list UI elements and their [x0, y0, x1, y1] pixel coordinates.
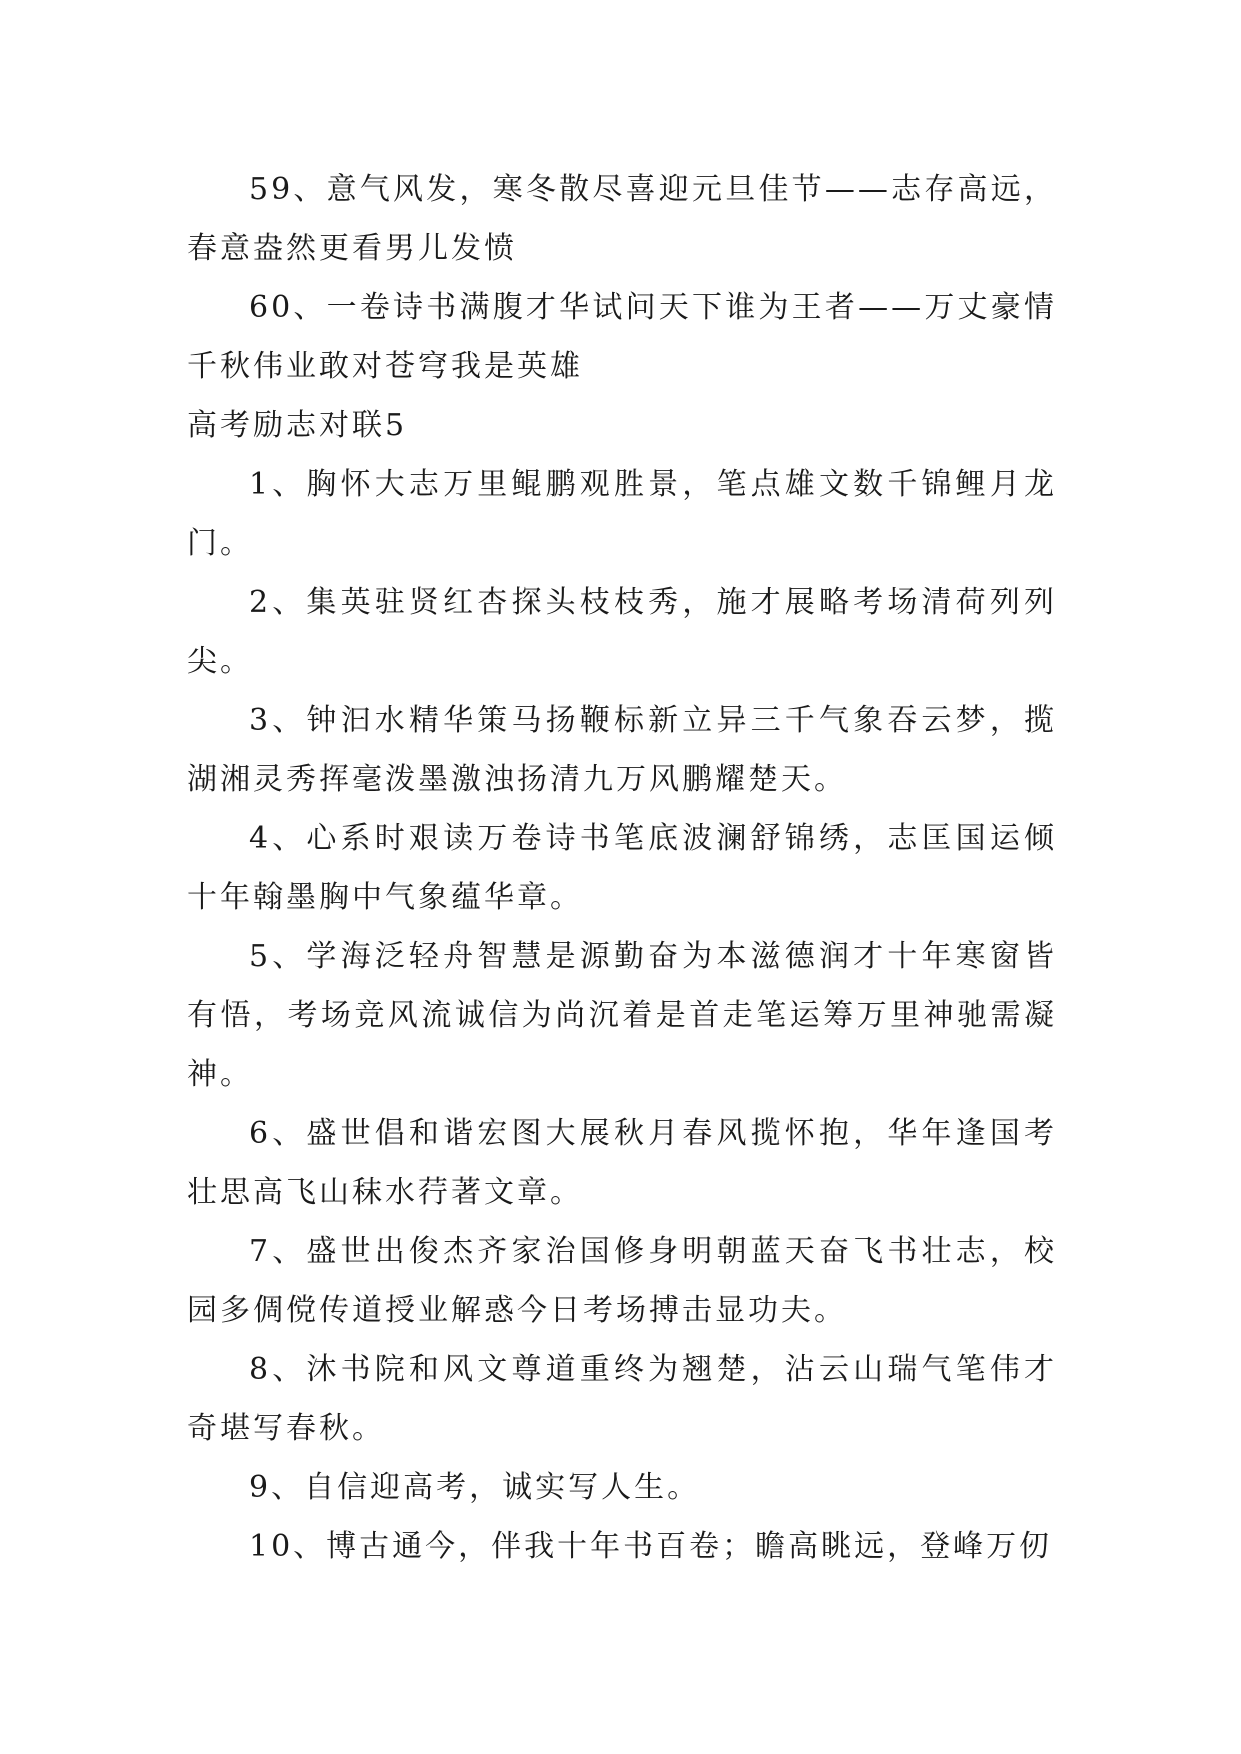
document-body — [187, 160, 1057, 1576]
couplet-paragraph: 8、沐书院和风文尊道重终为翘楚，沾云山瑞气笔伟才奇堪写春秋。 — [187, 1352, 1057, 1446]
couplet-paragraph: 60、一卷诗书满腹才华试问天下谁为王者——万丈豪情千秋伟业敢对苍穹我是英雄 — [187, 290, 1057, 384]
couplet-paragraph: 7、盛世出俊杰齐家治国修身明朝蓝天奋飞书壮志，校园多倜傥传道授业解惑今日考场搏击显功夫。 — [187, 1234, 1057, 1328]
couplet-paragraph: 4、心系时艰读万卷诗书笔底波澜舒锦绣，志匡国运倾十年翰墨胸中气象蕴华章。 — [187, 821, 1057, 915]
couplet-paragraph: 59、意气风发，寒冬散尽喜迎元旦佳节——志存高远，春意盎然更看男儿发愤 — [187, 172, 1057, 266]
couplet-paragraph: 3、钟汩水精华策马扬鞭标新立异三千气象吞云梦，揽湖湘灵秀挥毫泼墨激浊扬清九万风鹏耀楚天。 — [187, 703, 1057, 797]
couplet-paragraph: 2、集英驻贤红杏探头枝枝秀，施才展略考场清荷列列尖。 — [187, 585, 1057, 679]
couplet-paragraph: 6、盛世倡和谐宏图大展秋月春风揽怀抱，华年逢国考壮思高飞山秣水荇著文章。 — [187, 1116, 1057, 1210]
couplet-paragraph: 1、胸怀大志万里鲲鹏观胜景，笔点雄文数千锦鲤月龙门。 — [187, 467, 1057, 561]
couplet-paragraph: 10、博古通今，伴我十年书百卷；瞻高眺远，登峰万仞 — [249, 1529, 1053, 1564]
section-heading: 高考励志对联5 — [187, 408, 408, 443]
couplet-paragraph: 5、学海泛轻舟智慧是源勤奋为本滋德润才十年寒窗皆有悟，考场竞风流诚信为尚沉着是首走笔运筹万里神驰需凝神。 — [187, 939, 1057, 1092]
couplet-paragraph: 9、自信迎高考，诚实写人生。 — [249, 1470, 701, 1505]
